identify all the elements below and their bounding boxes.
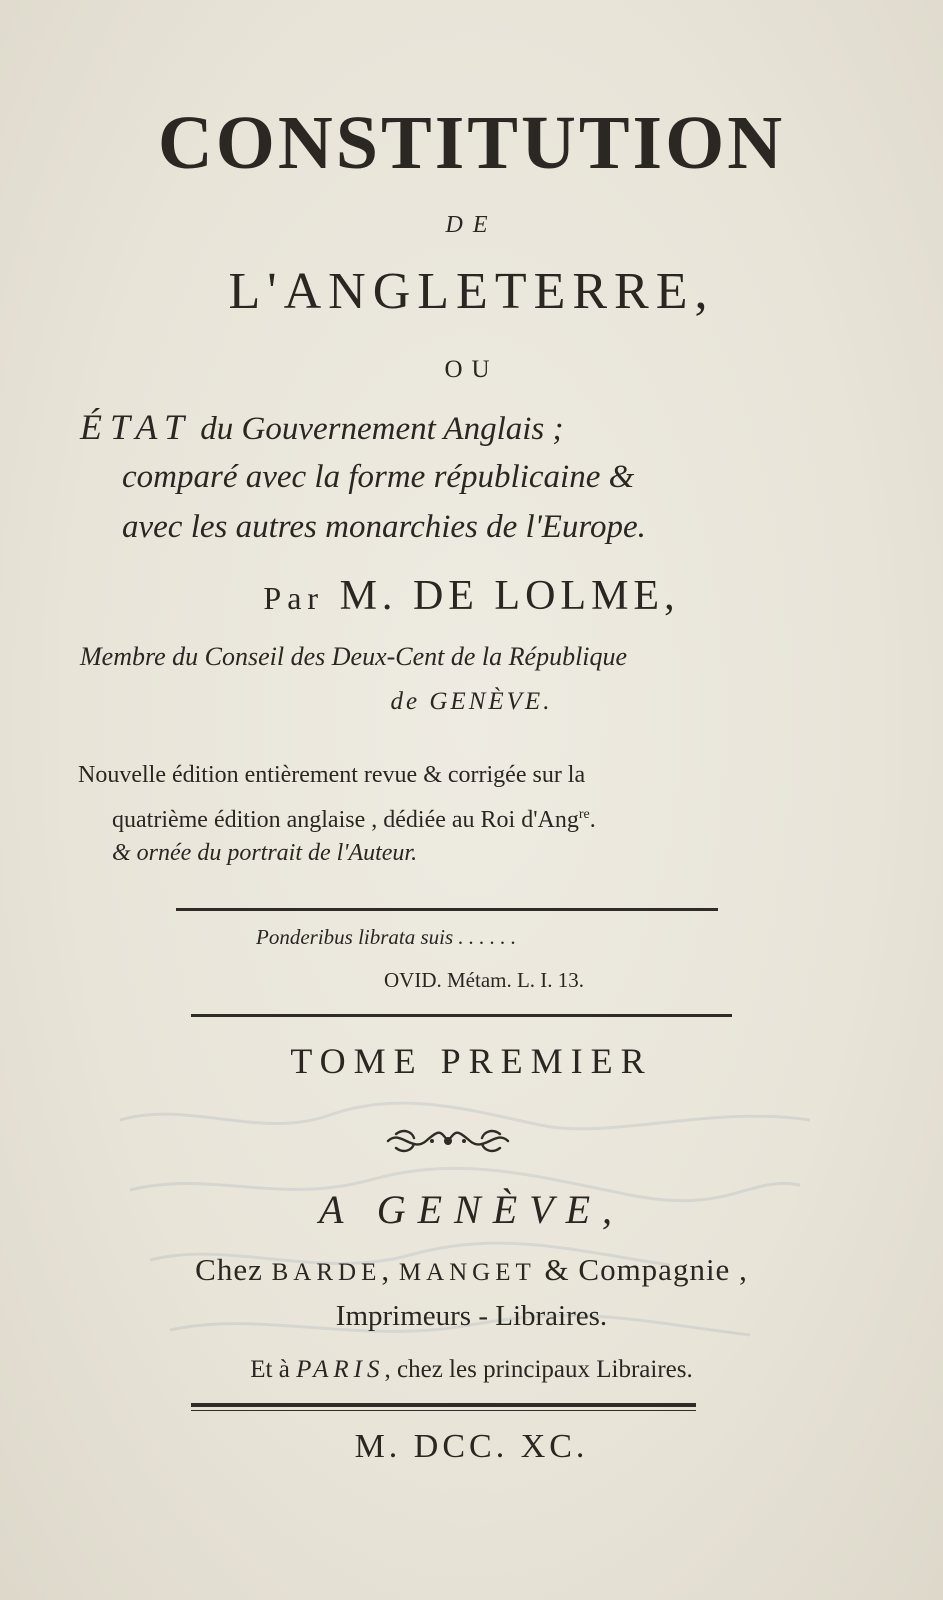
imprint-chez: Chez [195, 1252, 263, 1287]
imprint-paris-pre: Et à [250, 1356, 290, 1383]
divider-rule-bottom-thick [191, 1403, 696, 1407]
title-connector: DE [445, 212, 498, 238]
imprint-sep: , [381, 1252, 391, 1287]
imprint-paris [0, 1356, 943, 1384]
author-affiliation: Membre du Conseil des Deux-Cent de la République [80, 642, 628, 671]
imprint-company: & Compagnie , [544, 1252, 748, 1287]
imprint-paris-city: PARIS [296, 1356, 385, 1383]
epigraph-source: OVID. Métam. L. I. 13. [384, 968, 585, 992]
author-prefix: M. [339, 573, 398, 619]
subtitle-line-1-rest: du Gouvernement Anglais ; [200, 411, 564, 447]
volume-label: TOME PREMIER [290, 1041, 653, 1081]
divider-rule-bottom-thin [191, 1410, 696, 1411]
subtitle-line-2: comparé avec la forme républicaine & [122, 459, 635, 495]
imprint-publishers [0, 1252, 943, 1288]
author-par: Par [263, 580, 325, 616]
imprint-trade: Imprimeurs - Libraires. [335, 1300, 608, 1332]
printers-ornament-icon [382, 1124, 514, 1158]
imprint-publisher-b: MANGET [398, 1259, 536, 1286]
imprint-paris-post: , chez les principaux Libraires. [384, 1356, 693, 1383]
edition-line-1: Nouvelle édition entièrement revue & corrigée sur la [78, 762, 586, 788]
title-country: L'ANGLETERRE, [228, 263, 715, 320]
author-name: DE LOLME, [412, 573, 680, 619]
publication-date: M. DCC. XC. [354, 1428, 589, 1465]
subtitle-line-1 [80, 402, 840, 454]
epigraph-quote: Ponderibus librata suis . . . . . . [256, 925, 517, 949]
subtitle-etat: ÉTAT [80, 407, 193, 447]
author-affiliation-city: de GENÈVE. [390, 688, 553, 715]
book-title: CONSTITUTION [157, 101, 786, 185]
title-or: OU [444, 356, 499, 383]
subtitle-line-3: avec les autres monarchies de l'Europe. [122, 509, 646, 545]
author-line [0, 572, 943, 620]
divider-rule-middle [191, 1014, 732, 1017]
edition-line-2-superscript: re [578, 807, 590, 822]
edition-line-2-end: . [589, 807, 596, 833]
imprint-publisher-a: BARDE [271, 1259, 382, 1286]
imprint-city: A GENÈVE, [318, 1187, 624, 1232]
edition-line-3: & ornée du portrait de l'Auteur. [112, 840, 418, 866]
edition-line-2-main: quatrième édition anglaise , dédiée au Roi d'Ang [112, 807, 579, 833]
divider-rule-top [176, 908, 718, 911]
